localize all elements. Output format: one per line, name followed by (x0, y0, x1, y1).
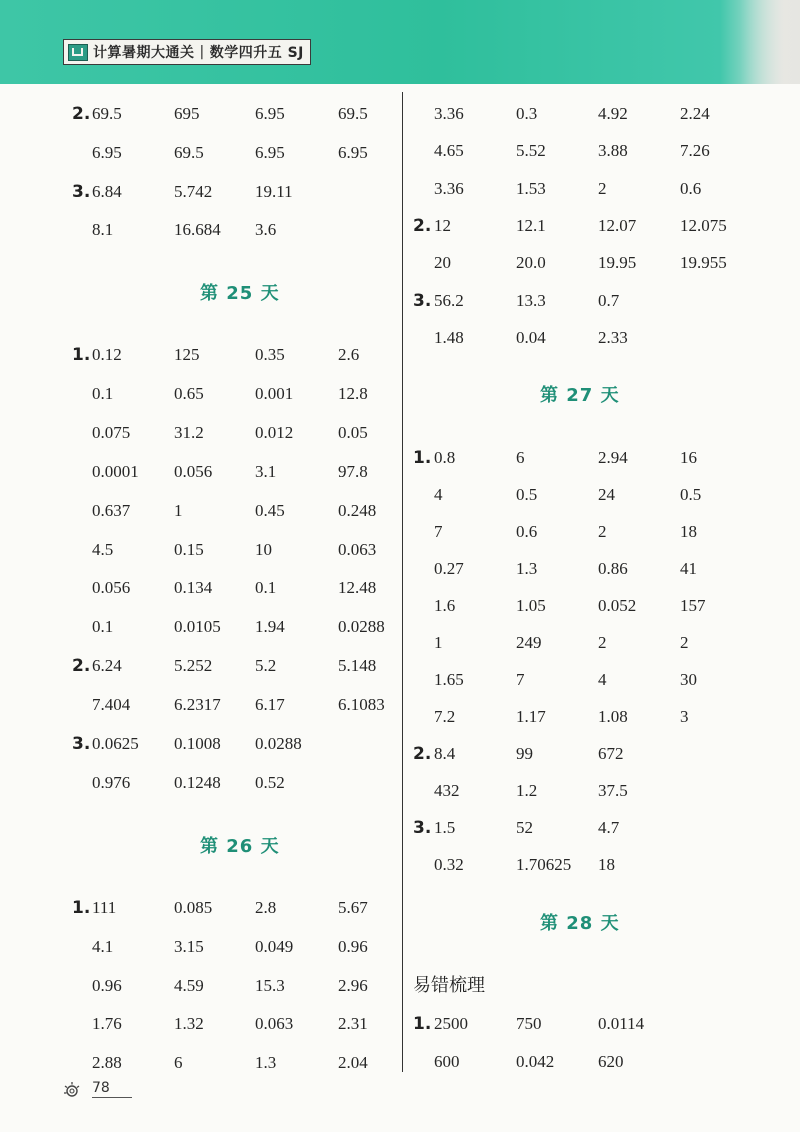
answer-value: 1.70625 (516, 855, 572, 874)
answer-value: 4.65 (434, 141, 464, 161)
answer-row (0, 556, 800, 582)
book-title: 计算暑期大通关 (93, 45, 195, 61)
answer-value: 111 (92, 898, 117, 917)
answer-value: 0.001 (255, 383, 294, 403)
answer-value: 41 (680, 559, 697, 578)
answer-value: 3.15 (174, 936, 204, 956)
answer-value: 7.404 (92, 695, 131, 715)
answer-value: 6.24 (92, 656, 122, 676)
day-25-title: 第 25 天 (200, 283, 280, 304)
answer-value: 0.1008 (174, 734, 221, 753)
answer-value: 0.052 (598, 596, 637, 615)
answer-value: 5.148 (338, 656, 377, 676)
answer-value: 695 (174, 104, 200, 123)
answer-value: 20 (434, 253, 451, 273)
answer-value: 0.32 (434, 855, 464, 874)
book-subtitle: 数学四升五 SJ (209, 45, 304, 61)
answer-value: 0.0114 (598, 1014, 645, 1033)
answer-value: 6.1083 (338, 695, 385, 715)
answer-value: 1 (434, 633, 443, 652)
answer-value: 2.31 (338, 1014, 368, 1034)
answer-row (0, 381, 800, 407)
answer-value: 0.86 (598, 559, 628, 578)
answer-value: 0.134 (174, 578, 213, 598)
answer-value: 0.0105 (174, 617, 221, 637)
answer-value: 0.976 (92, 772, 131, 792)
header-banner (0, 0, 800, 84)
answer-value: 2500 (434, 1014, 468, 1033)
answer-value: 2.94 (598, 448, 628, 467)
answer-value: 0.063 (338, 539, 377, 559)
answer-value: 4.92 (598, 104, 628, 123)
answer-value: 6.95 (338, 142, 368, 162)
question-number: 3. (72, 181, 91, 202)
answer-row (0, 704, 800, 730)
answer-value: 12.1 (516, 215, 546, 235)
answer-value: 30 (680, 670, 697, 689)
answer-value: 0.042 (516, 1052, 555, 1071)
answer-value: 1 (174, 500, 183, 520)
answer-value: 2 (680, 633, 689, 652)
answer-value: 4 (434, 485, 443, 504)
day-27-title: 第 27 天 (540, 385, 620, 406)
answer-value: 0.1 (255, 578, 277, 598)
answer-value: 0.075 (92, 422, 131, 442)
answer-value: 4 (598, 670, 607, 689)
answer-row (0, 138, 800, 164)
answer-value: 0.65 (174, 383, 204, 403)
answer-value: 13.3 (516, 290, 546, 310)
answer-row (0, 176, 800, 202)
answer-value: 69.5 (338, 104, 368, 123)
answer-value: 6.95 (255, 142, 285, 162)
answer-row (0, 630, 800, 656)
answer-value: 5.252 (174, 656, 213, 676)
question-number: 1. (413, 448, 432, 468)
answer-value: 1.53 (516, 178, 546, 198)
answer-value: 2.8 (255, 898, 277, 917)
answer-row (0, 852, 800, 878)
answer-row (0, 519, 800, 545)
answer-value: 0.085 (174, 898, 213, 917)
answer-value: 125 (174, 345, 200, 364)
answer-value: 672 (598, 744, 624, 763)
error-review-heading: 易错梳理 (413, 975, 485, 996)
answer-value: 6.84 (92, 181, 122, 201)
answer-value: 1.3 (255, 1053, 277, 1073)
answer-value: 0.35 (255, 345, 285, 364)
question-number: 3. (72, 734, 91, 754)
answer-value: 37.5 (598, 781, 628, 800)
answer-value: 1.94 (255, 617, 285, 637)
answer-value: 15.3 (255, 975, 285, 995)
answer-value: 0.5 (680, 485, 702, 504)
answer-value: 31.2 (174, 422, 204, 442)
answer-value: 3.36 (434, 104, 464, 123)
answer-value: 16 (680, 448, 697, 467)
book-title-box (63, 39, 311, 65)
answer-value: 2 (598, 522, 607, 541)
answer-row (0, 420, 800, 446)
answer-value: 3.88 (598, 141, 628, 161)
answer-value: 0.3 (516, 104, 538, 123)
question-number: 2. (72, 656, 91, 677)
answer-value: 12 (434, 215, 451, 235)
answer-value: 52 (516, 818, 533, 837)
answer-value: 157 (680, 596, 706, 615)
answer-value: 1.05 (516, 596, 546, 615)
answer-value: 750 (516, 1014, 542, 1033)
answer-value: 7 (434, 522, 443, 541)
answer-value: 69.5 (92, 104, 122, 123)
answer-value: 0.5 (516, 485, 538, 504)
answer-value: 8.1 (92, 220, 114, 240)
answer-value: 5.742 (174, 181, 213, 201)
answer-value: 620 (598, 1052, 624, 1071)
answer-value: 19.955 (680, 253, 727, 273)
answer-row (0, 445, 800, 471)
answer-value: 18 (680, 522, 697, 541)
answer-value: 12.8 (338, 383, 368, 403)
answer-value: 12.075 (680, 215, 727, 235)
answer-value: 0.0625 (92, 734, 139, 753)
answer-row (0, 741, 800, 767)
question-number: 3. (413, 290, 432, 311)
answer-value: 0.04 (516, 327, 546, 347)
answer-value: 1.3 (516, 559, 538, 578)
answer-value: 1.32 (174, 1014, 204, 1034)
answer-value: 0.6 (680, 178, 702, 198)
answer-value: 3 (680, 707, 689, 726)
answer-value: 0.056 (92, 578, 131, 598)
answer-value: 432 (434, 781, 460, 800)
answer-value: 5.67 (338, 898, 368, 917)
page-curl (740, 0, 800, 84)
answer-value: 249 (516, 633, 542, 652)
answer-value: 0.45 (255, 500, 285, 520)
question-number: 2. (413, 744, 432, 764)
question-number: 2. (72, 104, 91, 124)
answer-value: 1.5 (434, 818, 456, 837)
answer-value: 2.33 (598, 327, 628, 347)
answer-value: 0.6 (516, 522, 538, 541)
answer-value: 6.17 (255, 695, 285, 715)
answer-value: 6 (516, 448, 525, 467)
answer-row (0, 778, 800, 804)
answer-value: 0.0288 (338, 617, 385, 637)
answer-value: 0.248 (338, 500, 377, 520)
answer-value: 7.2 (434, 707, 456, 726)
answer-value: 1.65 (434, 670, 464, 689)
answer-value: 0.1 (92, 383, 114, 403)
answer-value: 99 (516, 744, 533, 763)
question-number: 2. (413, 215, 432, 236)
answer-row (0, 325, 800, 351)
answer-value: 6.95 (92, 142, 122, 162)
answer-value: 1.6 (434, 596, 456, 615)
answer-value: 0.049 (255, 936, 294, 956)
answer-value: 0.1248 (174, 772, 221, 792)
answer-value: 69.5 (174, 142, 204, 162)
answer-value: 2.6 (338, 345, 360, 364)
answer-value: 0.05 (338, 422, 368, 442)
answer-value: 0.056 (174, 461, 213, 481)
day-28-title: 第 28 天 (540, 913, 620, 934)
answer-value: 18 (598, 855, 615, 874)
answer-value: 0.52 (255, 772, 285, 792)
answer-value: 3.36 (434, 178, 464, 198)
answer-value: 12.07 (598, 215, 637, 235)
answer-row (0, 895, 800, 921)
answer-value: 600 (434, 1052, 460, 1071)
answer-value: 0.0001 (92, 461, 139, 481)
answer-value: 10 (255, 539, 272, 559)
answer-row (0, 1011, 800, 1037)
answer-value: 16.684 (174, 220, 221, 240)
answer-value: 24 (598, 485, 615, 504)
answer-value: 12.48 (338, 578, 377, 598)
answer-value: 2.96 (338, 975, 368, 995)
answer-value: 0.8 (434, 448, 456, 467)
day-26-title: 第 26 天 (200, 836, 280, 857)
answer-value: 7.26 (680, 141, 710, 161)
answer-value: 97.8 (338, 461, 368, 481)
answer-value: 6 (174, 1053, 183, 1073)
answer-row (0, 213, 800, 239)
answer-row (0, 667, 800, 693)
answer-value: 6.95 (255, 104, 285, 123)
answer-value: 0.12 (92, 345, 122, 364)
book-icon (68, 44, 88, 61)
answer-value: 0.96 (92, 975, 122, 995)
answer-value: 0.7 (598, 290, 620, 310)
answer-row (0, 482, 800, 508)
answer-value: 1.48 (434, 327, 464, 347)
answer-value: 1.2 (516, 781, 538, 800)
answer-value: 2 (598, 633, 607, 652)
answer-value: 0.637 (92, 500, 131, 520)
answer-value: 4.59 (174, 975, 204, 995)
page-footer (64, 1080, 132, 1098)
answer-value: 56.2 (434, 290, 464, 310)
question-number: 1. (72, 345, 91, 365)
answer-value: 8.4 (434, 744, 456, 763)
title-separator: | (199, 44, 205, 60)
question-number: 1. (413, 1014, 432, 1034)
answer-value: 0.96 (338, 936, 368, 956)
answer-value: 4.5 (92, 539, 114, 559)
answer-row (0, 288, 800, 314)
answer-row (0, 101, 800, 127)
page-number: 78 (92, 1080, 132, 1098)
answer-value: 7 (516, 670, 525, 689)
answer-value: 5.2 (255, 656, 277, 676)
answer-value: 1.17 (516, 707, 546, 726)
answer-value: 0.27 (434, 559, 464, 578)
answer-row (0, 973, 800, 999)
answer-row (0, 593, 800, 619)
answer-value: 0.012 (255, 422, 294, 442)
answer-value: 2.24 (680, 104, 710, 123)
answer-value: 1.08 (598, 707, 628, 726)
answer-row (0, 934, 800, 960)
answer-value: 0.15 (174, 539, 204, 559)
answer-value: 3.6 (255, 220, 277, 240)
answer-value: 19.95 (598, 253, 637, 273)
answer-value: 19.11 (255, 181, 293, 201)
answer-row (0, 815, 800, 841)
answer-value: 4.1 (92, 936, 114, 956)
answer-value: 2.04 (338, 1053, 368, 1073)
answer-row (0, 250, 800, 276)
question-number: 1. (72, 898, 91, 918)
answer-value: 6.2317 (174, 695, 221, 715)
answer-value: 2.88 (92, 1053, 122, 1073)
answer-value: 3.1 (255, 461, 277, 481)
sun-icon (64, 1080, 86, 1098)
answer-row (0, 1049, 800, 1075)
answer-value: 20.0 (516, 253, 546, 273)
answer-value: 2 (598, 178, 607, 198)
answer-value: 1.76 (92, 1014, 122, 1034)
answer-value: 4.7 (598, 818, 620, 837)
question-number: 3. (413, 818, 432, 838)
answer-value: 0.1 (92, 617, 114, 637)
answer-value: 0.063 (255, 1014, 294, 1034)
answer-value: 0.0288 (255, 734, 302, 753)
answer-value: 5.52 (516, 141, 546, 161)
